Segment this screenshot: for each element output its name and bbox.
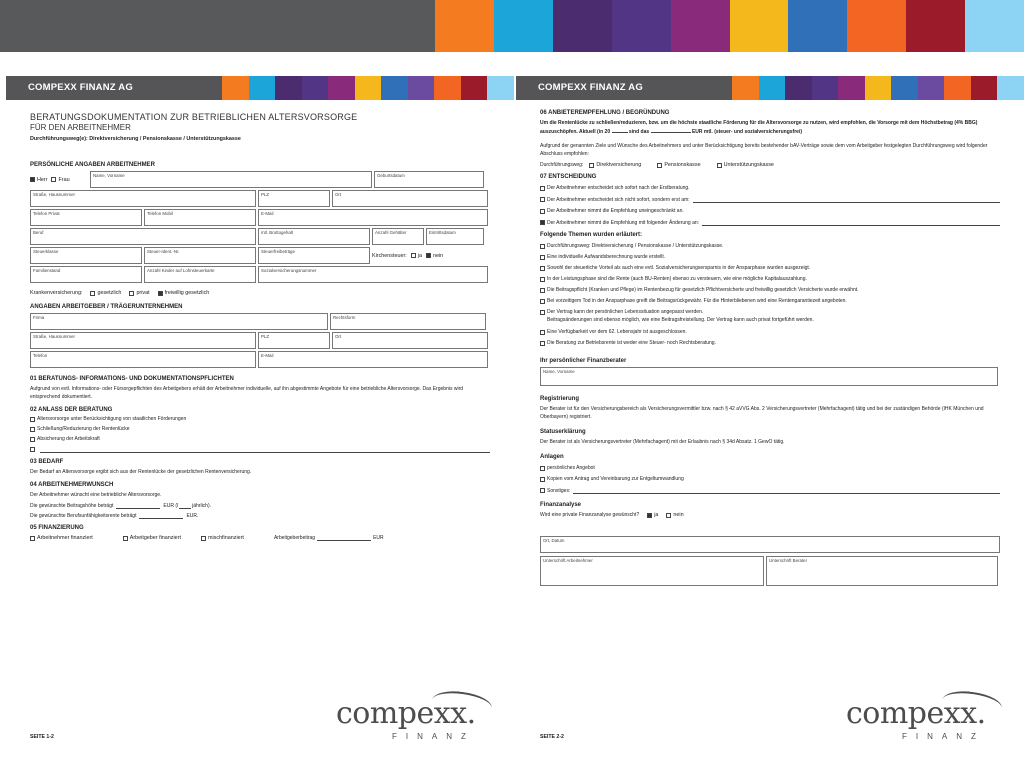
color-swatch (461, 76, 488, 100)
page-1-content (30, 112, 490, 545)
checkbox-02-other[interactable] (30, 447, 35, 452)
field-ort[interactable]: Ort (332, 190, 488, 207)
option-church-ja[interactable] (411, 253, 422, 259)
field-social-security-number[interactable]: Sozialversicherungsnummer (258, 266, 488, 283)
label-way-1: Pensionskasse (664, 162, 701, 168)
logo-word: compexx. (846, 696, 986, 731)
label-topic-1: Eine individuelle Aufwandsberechnung wurde erstellt. (547, 254, 666, 260)
color-swatch (355, 76, 382, 100)
option-way-0[interactable] (589, 162, 641, 168)
option-way-2[interactable] (717, 162, 774, 168)
text-01: Aufgrund von evtl. Informations- oder Fürsorgepflichten des Arbeitgebers erhält der Arbeitnehmer individuelle, auf ihn abgestimmte Angebote für eine betriebliche Altersvorsorge. Das Ergebnis wird entsprechend dokumentiert. (30, 386, 464, 400)
checkbox-07-2[interactable] (540, 209, 545, 214)
option-07-0[interactable] (540, 185, 1000, 191)
page-number: SEITE 1-2 (30, 734, 54, 740)
checkbox-topic-4[interactable] (540, 288, 545, 293)
input-04-contribution[interactable] (116, 503, 160, 509)
label-topic-7: Eine Verfügbarkeit vor dem 62. Lebensjahr ist ausgeschlossen. (547, 329, 687, 335)
field-company[interactable]: Firma (30, 313, 328, 330)
label-attachment-1: Kopien vom Antrag und Vereinbarung zur Entgeltumwandlung (547, 476, 684, 482)
field-email[interactable]: E-Mail (258, 209, 488, 226)
label-05-2: mischfinanziert (207, 535, 244, 541)
color-swatch (788, 0, 847, 52)
checkbox-topic-5[interactable] (540, 299, 545, 304)
checkbox-herr[interactable] (30, 177, 35, 182)
checkbox-attachment-1[interactable] (540, 477, 545, 482)
input-04-bu[interactable] (139, 513, 183, 519)
label-02-0: Altersvorsorge unter Berücksichtigung von staatlichen Förderungen (37, 416, 187, 422)
way-group (540, 162, 1000, 168)
section-02: 02 ANLASS DER BERATUNG (30, 407, 113, 413)
checkbox-topic-1[interactable] (540, 255, 545, 260)
field-birthdate[interactable]: Geburtsdatum (374, 171, 484, 188)
field-tax-id[interactable]: Steuer-Ident.-Nr. (144, 247, 256, 264)
label-herr: Herr (37, 176, 48, 183)
color-swatch (759, 76, 786, 100)
color-swatch (906, 0, 965, 52)
label-frau: Frau (58, 176, 70, 183)
label-topic-2: Sowohl der steuerliche Vorteil als auch eine evtl. Sozialversicherungsersparnis in der Ansparphase wurden ausgezeigt. (547, 265, 811, 271)
field-legal-form[interactable]: Rechtsform (330, 313, 486, 330)
input-07-date[interactable] (693, 196, 1000, 203)
color-swatch (891, 76, 918, 100)
checkbox-07-3[interactable] (540, 220, 545, 225)
label-05-0: Arbeitnehmer finanziert (37, 535, 93, 541)
checkbox-fin-ja[interactable] (647, 513, 652, 518)
field-tax-class[interactable]: Steuerklasse (30, 247, 142, 264)
text-06a (540, 119, 1000, 136)
compexx-logo (846, 696, 1004, 746)
label-topic-0: Durchführungsweg: Direktversicherung / Pensionskasse / Unterstützungskasse. (547, 243, 724, 249)
document-way: Durchführungsweg(e): Direktversicherung / Pensionskasse / Unterstützungskasse (30, 136, 241, 142)
topic-7[interactable] (540, 329, 1000, 335)
label-way-0: Direktversicherung (596, 162, 642, 168)
checkbox-05-2[interactable] (201, 536, 206, 541)
field-plz[interactable]: PLZ (258, 190, 330, 207)
page-2-content (540, 110, 1000, 588)
compexx-logo (336, 696, 494, 746)
label-04c: jährlich). (192, 503, 212, 509)
section-01: 01 BERATUNGS- INFORMATIONS- UND DOKUMENTATIONSPFLICHTEN (30, 376, 234, 382)
label-ja: ja (417, 252, 422, 259)
option-02-1[interactable] (30, 426, 490, 432)
checkbox-way-2[interactable] (717, 163, 722, 168)
label-07-2: Der Arbeitnehmer nimmt die Empfehlung uneingeschränkt an. (547, 208, 684, 214)
input-02-other[interactable] (40, 446, 490, 453)
input-04-period[interactable] (179, 503, 191, 509)
label-06b: sind das (628, 129, 650, 135)
checkbox-attachment-2[interactable] (540, 488, 545, 493)
field-employer-plz[interactable]: PLZ (258, 332, 330, 349)
label-health-insurance: Krankenversicherung: (30, 290, 83, 296)
color-swatch (944, 76, 971, 100)
option-kv-freiwillig[interactable] (158, 290, 210, 296)
field-employer-phone[interactable]: Telefon (30, 351, 256, 368)
field-phone-mobile[interactable]: Telefon Mobil (144, 209, 256, 226)
label-05-employer-contribution: Arbeitgeberbeitrag (273, 535, 316, 541)
brand-name: COMPEXX FINANZ AG (516, 76, 732, 100)
color-swatch (847, 0, 906, 52)
field-entry-date[interactable]: Eintrittsdatum (426, 228, 484, 245)
label-07-0: Der Arbeitnehmer entscheidet sich sofort nach der Erstberatung. (547, 185, 690, 191)
attachment-1[interactable] (540, 476, 1000, 482)
label-fin-ja: ja (654, 512, 659, 518)
page-header (516, 76, 1024, 100)
color-swatch (249, 76, 276, 100)
section-status: Statuserklärung (540, 429, 586, 435)
text-06d: Aufgrund der genannten Ziele und Wünsche des Arbeitnehmers und unter Berücksichtigung bereits bestehender bAV-Verträge sowie dem vom Arbeitgeber festgelegten Durchführungsweg wird folgender Abschluss empfohlen: (540, 143, 988, 157)
label-topic-3: In der Leistungsphase sind die Rente (auch BU-Renten) ebenso zu versteuern, wie eine mögliche Kapitalauszahlung. (547, 276, 807, 282)
section-attachments: Anlagen (540, 454, 564, 460)
input-06-year[interactable] (612, 127, 628, 133)
text-registration: Der Berater ist für den Versicherungsbereich als Versicherungsvermittler bzw. nach § 42 aVVG Abs. 2 Versicherungsvertreter (Mehrfachagent) tätig und bei der zuständigen Behörde (IHK München und Oberbayern) registriert. (540, 406, 984, 420)
option-02-other[interactable] (30, 446, 490, 453)
field-advisor-name[interactable]: Name, Vorname (540, 367, 998, 386)
label-topic-5: Bei vorzeitigem Tod in der Ansparphase greift die Beitragsrückgewähr. Für die Hinterbliebenen wird eine Rentengarantiezeit angeboten. (547, 298, 847, 304)
option-05-1[interactable] (123, 535, 181, 541)
label-02-1: Schließung/Reduzierung der Rentenlücke (37, 426, 130, 432)
checkbox-topic-7[interactable] (540, 330, 545, 335)
section-registration: Registrierung (540, 396, 580, 402)
color-swatch (865, 76, 892, 100)
label-topic-6: Der Vertrag kann der persönlichen Lebenssituation angepasst werden. (547, 309, 704, 315)
checkbox-frau[interactable] (51, 177, 56, 182)
page-header (6, 76, 514, 100)
page-1 (6, 76, 514, 766)
label-financial-analysis: Wird eine private Finanzanalyse gewünscht? (540, 512, 640, 518)
section-03: 03 BEDARF (30, 459, 64, 465)
brand-name: COMPEXX FINANZ AG (6, 76, 222, 100)
topic-2[interactable] (540, 265, 1000, 271)
color-swatch (730, 0, 789, 52)
field-signature-advisor[interactable]: Unterschrift Berater (766, 556, 998, 586)
checkbox-way-0[interactable] (589, 163, 594, 168)
option-kv-gesetzlich[interactable] (90, 290, 121, 296)
checkbox-way-1[interactable] (657, 163, 662, 168)
color-swatch (785, 76, 812, 100)
topic-5[interactable] (540, 298, 1000, 304)
page-number: SEITE 2-2 (540, 734, 564, 740)
checkbox-02-2[interactable] (30, 437, 35, 442)
color-swatch (487, 76, 514, 100)
option-church-nein[interactable] (426, 253, 443, 259)
top-color-bar (0, 0, 1024, 52)
field-employer-street[interactable]: Straße, Hausnummer (30, 332, 256, 349)
label-02-2: Absicherung der Arbeitskraft (37, 436, 100, 442)
text-status: Der Berater ist als Versicherungsvertreter (Mehrfachagent) mit der Erlaubnis nach § 34d Absatz. 1 GewO tätig. (540, 439, 785, 445)
option-02-0[interactable] (30, 416, 490, 422)
color-swatch (612, 0, 671, 52)
text-03: Der Bedarf an Altersvorsorge ergibt sich aus der Rentenlücke der gesetzlichen Rentenversicherung. (30, 469, 252, 475)
topic-6[interactable] (540, 309, 1000, 315)
input-06-amount[interactable] (651, 127, 691, 133)
color-swatch (328, 76, 355, 100)
color-swatch (997, 76, 1024, 100)
field-gross-salary[interactable]: mtl. Bruttogehalt (258, 228, 370, 245)
document-title: BERATUNGSDOKUMENTATION ZUR BETRIEBLICHEN ALTERSVORSORGE (30, 112, 358, 122)
field-tax-allowance[interactable]: Steuerfreibeträge (258, 247, 370, 264)
section-06: 06 ANBIETEREMPFEHLUNG / BEGRÜNDUNG (540, 110, 670, 116)
section-07: 07 ENTSCHEIDUNG (540, 174, 597, 180)
logo-word: compexx. (336, 696, 476, 731)
label-04a: Die gewünschte Beitragshöhe beträgt (30, 503, 114, 509)
line-04-contribution (30, 503, 490, 509)
label-nein: nein (432, 252, 444, 259)
color-swatch (302, 76, 329, 100)
field-place-date[interactable]: Ort, Datum (540, 536, 1000, 553)
option-frau[interactable] (51, 177, 69, 183)
option-05-0[interactable] (30, 535, 93, 541)
color-swatch (732, 76, 759, 100)
color-swatch (494, 0, 553, 52)
option-07-1[interactable] (540, 196, 1000, 203)
label-way: Durchführungsweg: (540, 162, 584, 168)
label-06c: EUR mtl. (steuer- und sozialversicherungsfrei) (691, 129, 802, 135)
section-topics: Folgende Themen wurden erläutert: (540, 232, 643, 238)
field-signature-employee[interactable]: Unterschrift Arbeitnehmer (540, 556, 764, 586)
color-swatch (838, 76, 865, 100)
financial-analysis-group (540, 512, 1000, 518)
logo-sub: FINANZ (902, 732, 985, 741)
field-marital-status[interactable]: Familienstand (30, 266, 142, 283)
option-herr[interactable] (30, 177, 47, 183)
section-04: 04 ARBEITNEHMERWUNSCH (30, 482, 114, 488)
field-salary-count[interactable]: Anzahl Gehälter (372, 228, 424, 245)
label-topic-8: Die Beratung zur Betriebsrente ist weder eine Steuer- noch Rechtsberatung. (547, 340, 716, 346)
label-07-1: Der Arbeitnehmer entscheidet sich nicht sofort, sondern erst am: (547, 196, 690, 203)
topic-1[interactable] (540, 254, 1000, 260)
label-attachment-2: Sonstiges: (547, 487, 571, 494)
checkbox-fin-nein[interactable] (666, 513, 671, 518)
checkbox-kv-freiwillig[interactable] (158, 291, 163, 296)
financing-group (30, 535, 490, 541)
label-fin-nein: nein (673, 512, 684, 518)
section-personal: PERSÖNLICHE ANGABEN ARBEITNEHMER (30, 162, 155, 168)
checkbox-church-nein[interactable] (426, 253, 431, 258)
field-employer-email[interactable]: E-Mail (258, 351, 488, 368)
label-topic-4: Die Beitragspflicht (Kranken und Pflege) im Rentenbezug für gesetzlich Pflichtversicherte und freiwillig gesetzlich Versicherte wurde erwähnt. (547, 287, 859, 293)
color-swatch (812, 76, 839, 100)
label-04e: EUR. (186, 513, 199, 519)
label-kv-gesetzlich: gesetzlich (97, 290, 122, 296)
checkbox-topic-2[interactable] (540, 266, 545, 271)
checkbox-attachment-0[interactable] (540, 466, 545, 471)
option-fin-nein[interactable] (666, 512, 683, 518)
section-financial-analysis: Finanzanalyse (540, 502, 582, 508)
color-swatch (553, 0, 612, 52)
option-way-1[interactable] (657, 162, 700, 168)
input-attachment-other[interactable] (573, 487, 1000, 494)
option-07-3[interactable] (540, 219, 1000, 226)
checkbox-02-0[interactable] (30, 417, 35, 422)
text-04: Der Arbeitnehmer wünscht eine betriebliche Altersvorsorge. (30, 492, 162, 498)
checkbox-02-1[interactable] (30, 427, 35, 432)
topic-3[interactable] (540, 276, 1000, 282)
section-employer: ANGABEN ARBEITGEBER / TRÄGERUNTERNEHMEN (30, 304, 183, 310)
color-swatch (918, 76, 945, 100)
salutation-group (30, 171, 88, 188)
checkbox-07-1[interactable] (540, 197, 545, 202)
input-05-employer-contribution[interactable] (317, 535, 371, 541)
field-street[interactable]: Straße, Hausnummer (30, 190, 256, 207)
page-2 (516, 76, 1024, 766)
checkbox-kv-privat[interactable] (129, 291, 134, 296)
label-kv-privat: privat (136, 290, 150, 296)
document-subtitle: FÜR DEN ARBEITNEHMER (30, 123, 131, 132)
field-name[interactable]: Name, Vorname (90, 171, 372, 188)
checkbox-topic-0[interactable] (540, 244, 545, 249)
option-02-2[interactable] (30, 436, 490, 442)
field-phone-private[interactable]: Telefon Privat (30, 209, 142, 226)
attachment-2[interactable] (540, 487, 1000, 494)
line-04-bu (30, 513, 490, 519)
color-swatch (381, 76, 408, 100)
section-advisor: Ihr persönlicher Finanzberater (540, 358, 627, 364)
section-05: 05 FINANZIERUNG (30, 525, 84, 531)
color-swatch (408, 76, 435, 100)
checkbox-05-0[interactable] (30, 536, 35, 541)
church-tax-group (372, 247, 451, 264)
label-04b: EUR (l (163, 503, 179, 509)
attachment-0[interactable] (540, 465, 1000, 471)
option-fin-ja[interactable] (647, 512, 658, 518)
color-swatch (222, 76, 249, 100)
top-bar-gray (0, 0, 435, 52)
topic-6-extra: Beitragsänderungen sind ebenso möglich, wie eine Beitragsfreistellung. Der Vertrag kann auch privat fortgeführt werden. (547, 317, 814, 323)
color-swatch (435, 0, 494, 52)
logo-sub: FINANZ (392, 732, 475, 741)
label-05-1: Arbeitgeber finanziert (129, 535, 181, 541)
color-swatch (671, 0, 730, 52)
label-05-eur: EUR (373, 535, 384, 541)
checkbox-05-1[interactable] (123, 536, 128, 541)
label-06a: Um die Rentenlücke zu schließen/reduzieren, bzw. um die höchste staatliche Förderung für die Altersvorsorge zu nutzen, wird empfohlen, die Vorsorge mit dem Höchstbetrag (4% BBG) auszuschöpfen. Aktuell (in 20 (540, 120, 978, 135)
label-way-2: Unterstützungskasse (723, 162, 774, 168)
label-07-3: Der Arbeitnehmer nimmt die Empfehlung mit folgender Änderung an: (547, 219, 700, 226)
checkbox-topic-3[interactable] (540, 277, 545, 282)
field-employer-ort[interactable]: Ort (332, 332, 488, 349)
health-insurance-group (30, 290, 490, 296)
topic-8[interactable] (540, 340, 1000, 346)
input-07-change[interactable] (702, 219, 1000, 226)
label-04d: Die gewünschte Berufsunfähigkeitsrente beträgt (30, 513, 137, 519)
field-children-count[interactable]: Anzahl Kinder auf Lohnsteuerkarte (144, 266, 256, 283)
checkbox-church-ja[interactable] (411, 253, 416, 258)
option-07-2[interactable] (540, 208, 1000, 214)
option-05-2[interactable] (201, 535, 244, 541)
color-swatch (275, 76, 302, 100)
checkbox-topic-8[interactable] (540, 341, 545, 346)
color-swatch (434, 76, 461, 100)
label-attachment-0: persönliches Angebot (547, 465, 595, 471)
label-church-tax: Kirchensteuer: (372, 252, 407, 259)
label-kv-freiwillig: freiwillig gesetzlich (164, 290, 210, 296)
checkbox-kv-gesetzlich[interactable] (90, 291, 95, 296)
topic-4[interactable] (540, 287, 1000, 293)
color-swatch (965, 0, 1024, 52)
checkbox-07-0[interactable] (540, 186, 545, 191)
option-kv-privat[interactable] (129, 290, 149, 296)
topic-0[interactable] (540, 243, 1000, 249)
checkbox-topic-6[interactable] (540, 310, 545, 315)
field-beruf[interactable]: Beruf (30, 228, 256, 245)
color-swatch (971, 76, 998, 100)
